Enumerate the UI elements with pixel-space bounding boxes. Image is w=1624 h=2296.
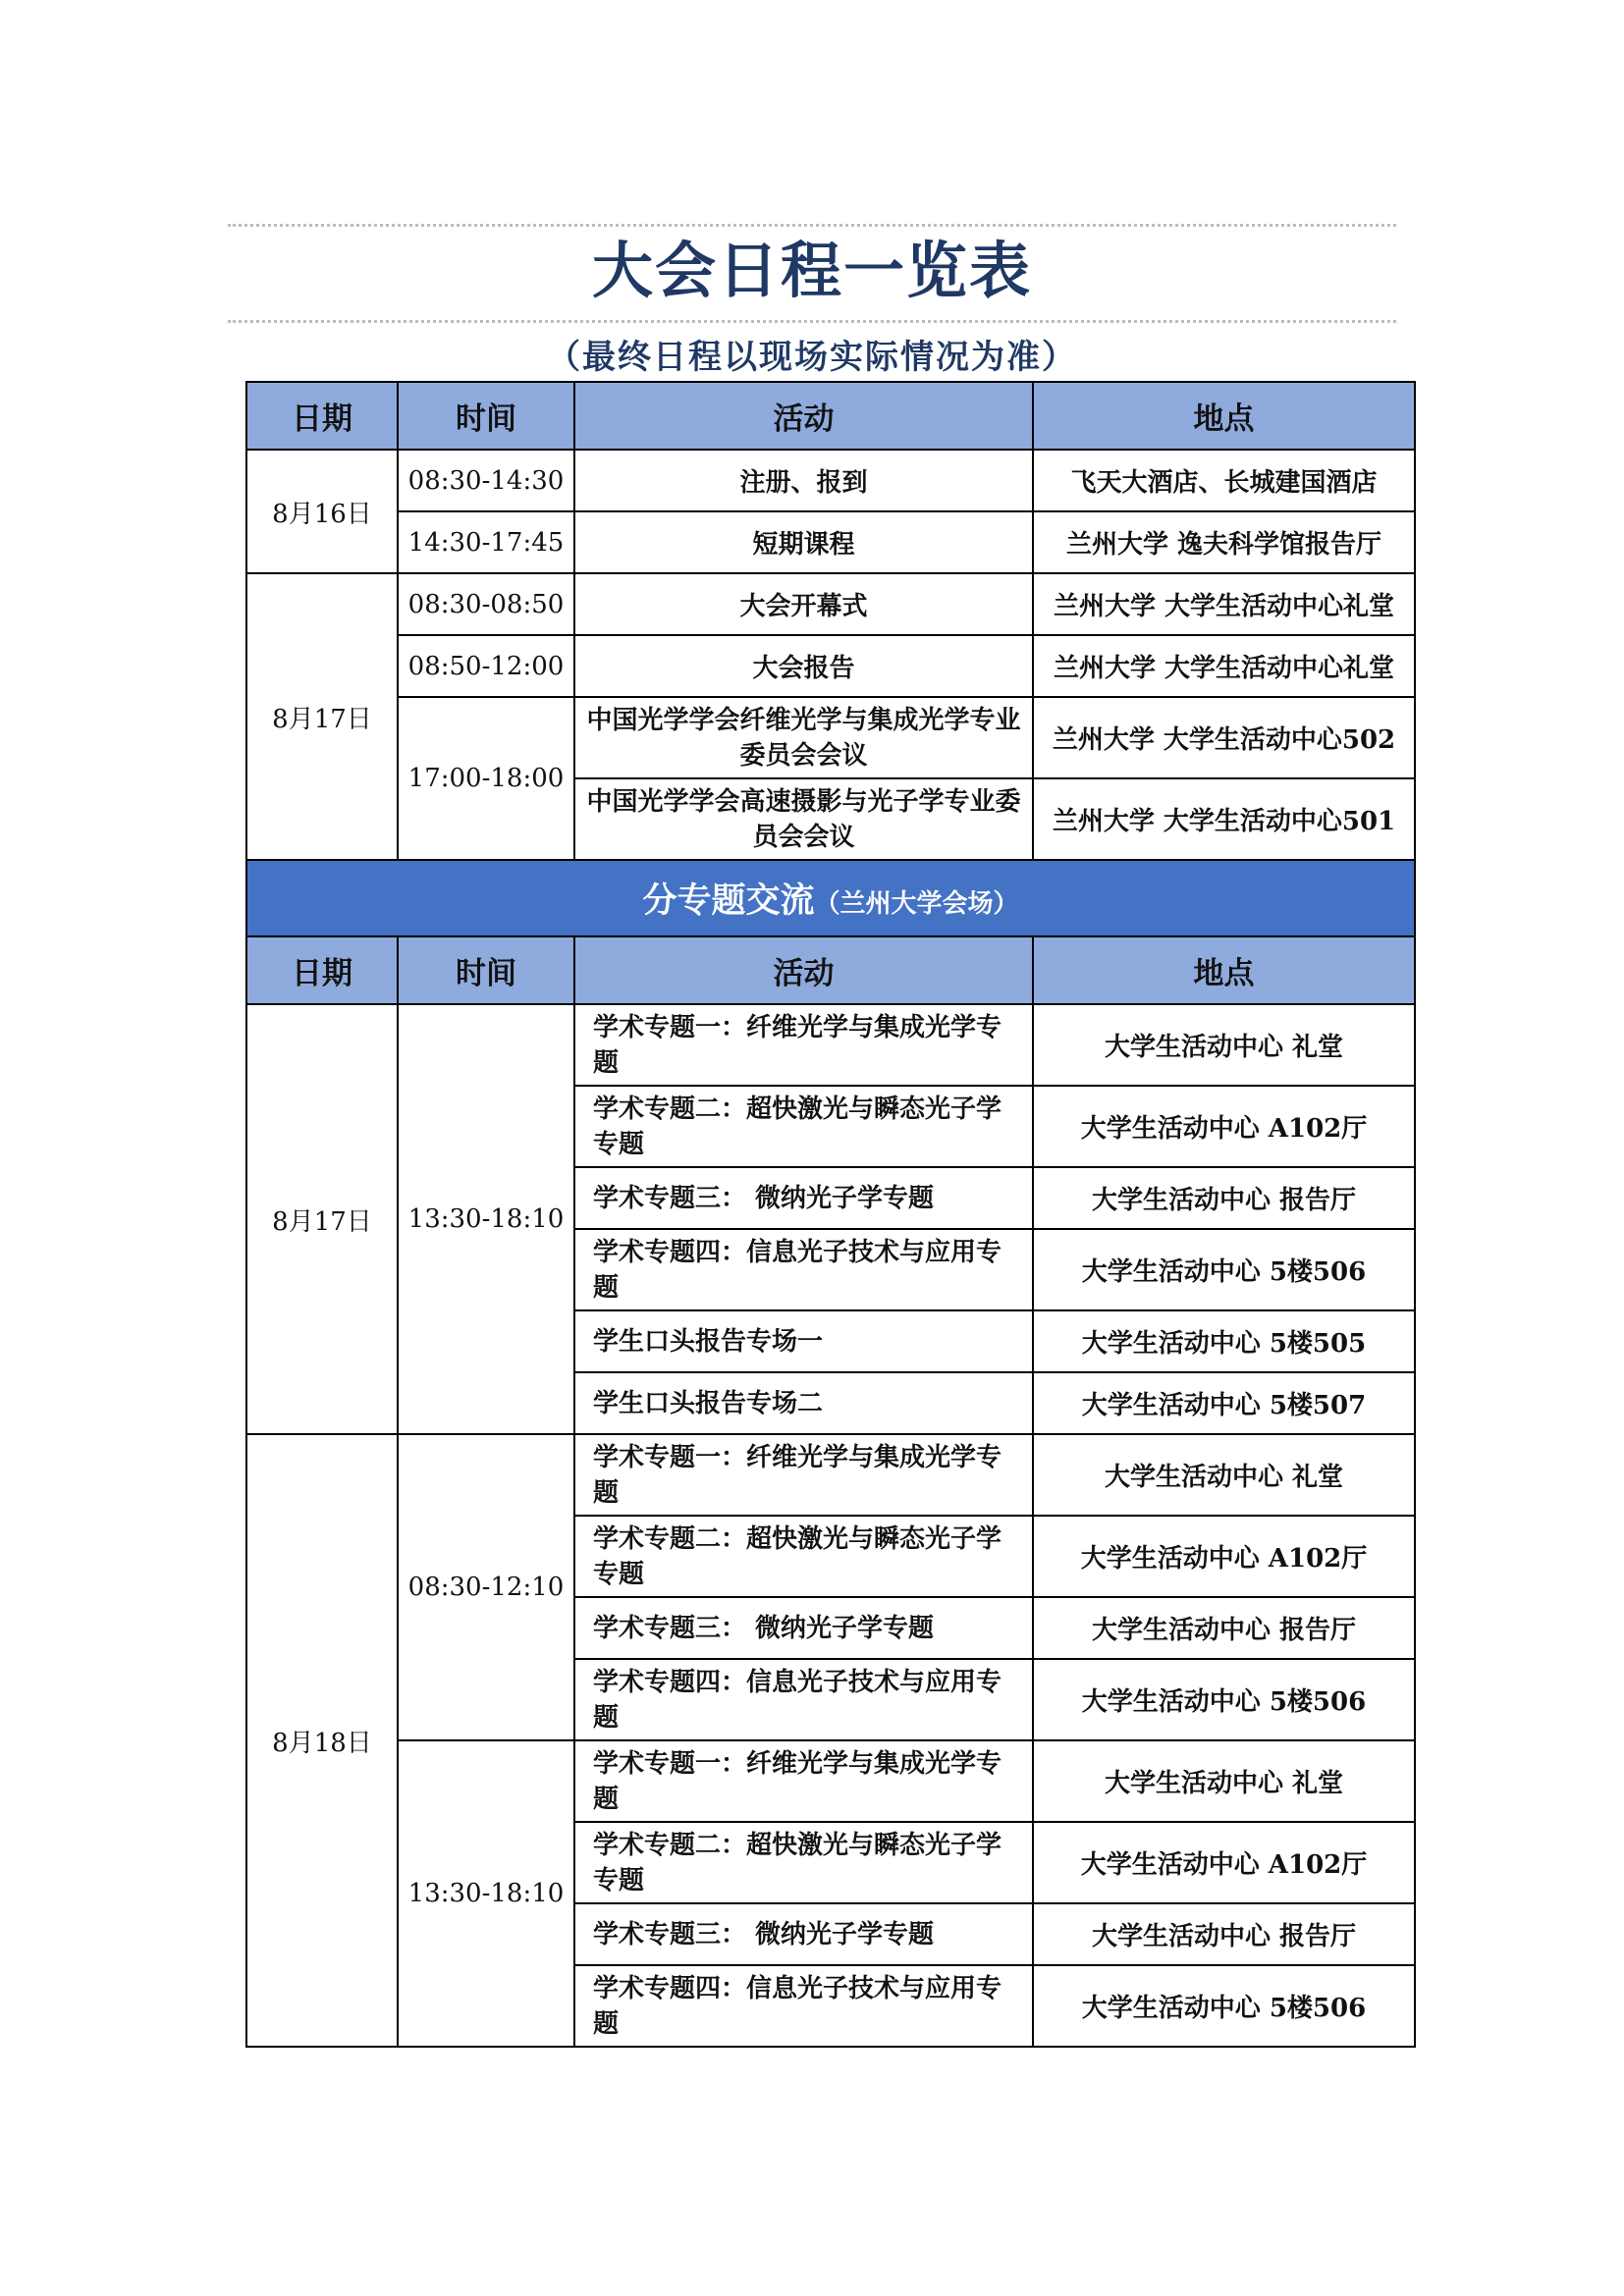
location-cell: 飞天大酒店、长城建国酒店 <box>1033 450 1415 511</box>
location-cell: 大学生活动中心 A102厅 <box>1033 1516 1415 1597</box>
date-cell: 8月16日 <box>246 450 398 573</box>
table-row <box>246 573 1415 635</box>
location-cell: 大学生活动中心 报告厅 <box>1033 1167 1415 1229</box>
schedule-table <box>245 381 1416 2048</box>
location-cell: 兰州大学 大学生活动中心礼堂 <box>1033 573 1415 635</box>
activity-cell: 注册、报到 <box>574 450 1033 511</box>
section-title: 分专题交流 <box>642 881 815 921</box>
date-cell: 8月17日 <box>246 573 398 860</box>
activity-cell: 学生口头报告专场一 <box>574 1310 1033 1372</box>
header-row <box>246 936 1415 1004</box>
section-note: （兰州大学会场） <box>814 889 1019 919</box>
activity-cell: 学术专题一：纤维光学与集成光学专题 <box>574 1004 1033 1086</box>
time-cell: 14:30-17:45 <box>398 511 574 573</box>
section-banner <box>246 860 1415 936</box>
activity-cell: 学术专题一：纤维光学与集成光学专题 <box>574 1434 1033 1516</box>
activity-cell: 学术专题一：纤维光学与集成光学专题 <box>574 1740 1033 1822</box>
location-cell: 大学生活动中心 礼堂 <box>1033 1004 1415 1086</box>
location-cell: 大学生活动中心 报告厅 <box>1033 1903 1415 1965</box>
location-cell: 大学生活动中心 礼堂 <box>1033 1434 1415 1516</box>
date-cell: 8月18日 <box>246 1434 398 2047</box>
table-row <box>246 697 1415 778</box>
time-cell: 08:30-14:30 <box>398 450 574 511</box>
header-date: 日期 <box>246 936 398 1004</box>
activity-cell: 中国光学学会纤维光学与集成光学专业委员会会议 <box>574 697 1033 778</box>
table-row <box>246 1740 1415 1822</box>
header-activity: 活动 <box>574 382 1033 450</box>
header-time: 时间 <box>398 936 574 1004</box>
time-cell: 13:30-18:10 <box>398 1740 574 2047</box>
table-row <box>246 450 1415 511</box>
location-cell: 兰州大学 逸夫科学馆报告厅 <box>1033 511 1415 573</box>
activity-cell: 学术专题四：信息光子技术与应用专题 <box>574 1965 1033 2047</box>
section-banner-row <box>246 860 1415 936</box>
activity-cell: 学术专题二：超快激光与瞬态光子学专题 <box>574 1086 1033 1167</box>
header-location: 地点 <box>1033 382 1415 450</box>
page-subtitle: （最终日程以现场实际情况为准） <box>547 338 1077 377</box>
header-location: 地点 <box>1033 936 1415 1004</box>
table-row <box>246 1434 1415 1516</box>
time-cell: 17:00-18:00 <box>398 697 574 860</box>
activity-cell: 学术专题三： 微纳光子学专题 <box>574 1903 1033 1965</box>
activity-cell: 大会开幕式 <box>574 573 1033 635</box>
activity-cell: 短期课程 <box>574 511 1033 573</box>
time-cell: 08:30-12:10 <box>398 1434 574 1740</box>
header-time: 时间 <box>398 382 574 450</box>
date-cell: 8月17日 <box>246 1004 398 1434</box>
activity-cell: 学术专题二：超快激光与瞬态光子学专题 <box>574 1822 1033 1903</box>
location-cell: 兰州大学 大学生活动中心礼堂 <box>1033 635 1415 697</box>
location-cell: 兰州大学 大学生活动中心502 <box>1033 697 1415 778</box>
activity-cell: 学生口头报告专场二 <box>574 1372 1033 1434</box>
activity-cell: 大会报告 <box>574 635 1033 697</box>
time-cell: 08:50-12:00 <box>398 635 574 697</box>
header-row <box>246 382 1415 450</box>
location-cell: 大学生活动中心 5楼507 <box>1033 1372 1415 1434</box>
time-cell: 08:30-08:50 <box>398 573 574 635</box>
table-row <box>246 635 1415 697</box>
activity-cell: 学术专题三： 微纳光子学专题 <box>574 1597 1033 1659</box>
header-date: 日期 <box>246 382 398 450</box>
bottom-dotted-divider <box>228 320 1396 323</box>
location-cell: 大学生活动中心 5楼506 <box>1033 1229 1415 1310</box>
table-row <box>246 1004 1415 1086</box>
location-cell: 大学生活动中心 礼堂 <box>1033 1740 1415 1822</box>
location-cell: 大学生活动中心 5楼506 <box>1033 1965 1415 2047</box>
location-cell: 大学生活动中心 5楼505 <box>1033 1310 1415 1372</box>
activity-cell: 学术专题三： 微纳光子学专题 <box>574 1167 1033 1229</box>
location-cell: 大学生活动中心 A102厅 <box>1033 1086 1415 1167</box>
header-activity: 活动 <box>574 936 1033 1004</box>
top-dotted-divider <box>228 224 1396 227</box>
activity-cell: 学术专题四：信息光子技术与应用专题 <box>574 1229 1033 1310</box>
location-cell: 大学生活动中心 A102厅 <box>1033 1822 1415 1903</box>
location-cell: 大学生活动中心 报告厅 <box>1033 1597 1415 1659</box>
location-cell: 兰州大学 大学生活动中心501 <box>1033 778 1415 860</box>
time-cell: 13:30-18:10 <box>398 1004 574 1434</box>
location-cell: 大学生活动中心 5楼506 <box>1033 1659 1415 1740</box>
page-title: 大会日程一览表 <box>591 235 1032 306</box>
table-row <box>246 511 1415 573</box>
activity-cell: 学术专题二：超快激光与瞬态光子学专题 <box>574 1516 1033 1597</box>
activity-cell: 学术专题四：信息光子技术与应用专题 <box>574 1659 1033 1740</box>
activity-cell: 中国光学学会高速摄影与光子学专业委员会会议 <box>574 778 1033 860</box>
